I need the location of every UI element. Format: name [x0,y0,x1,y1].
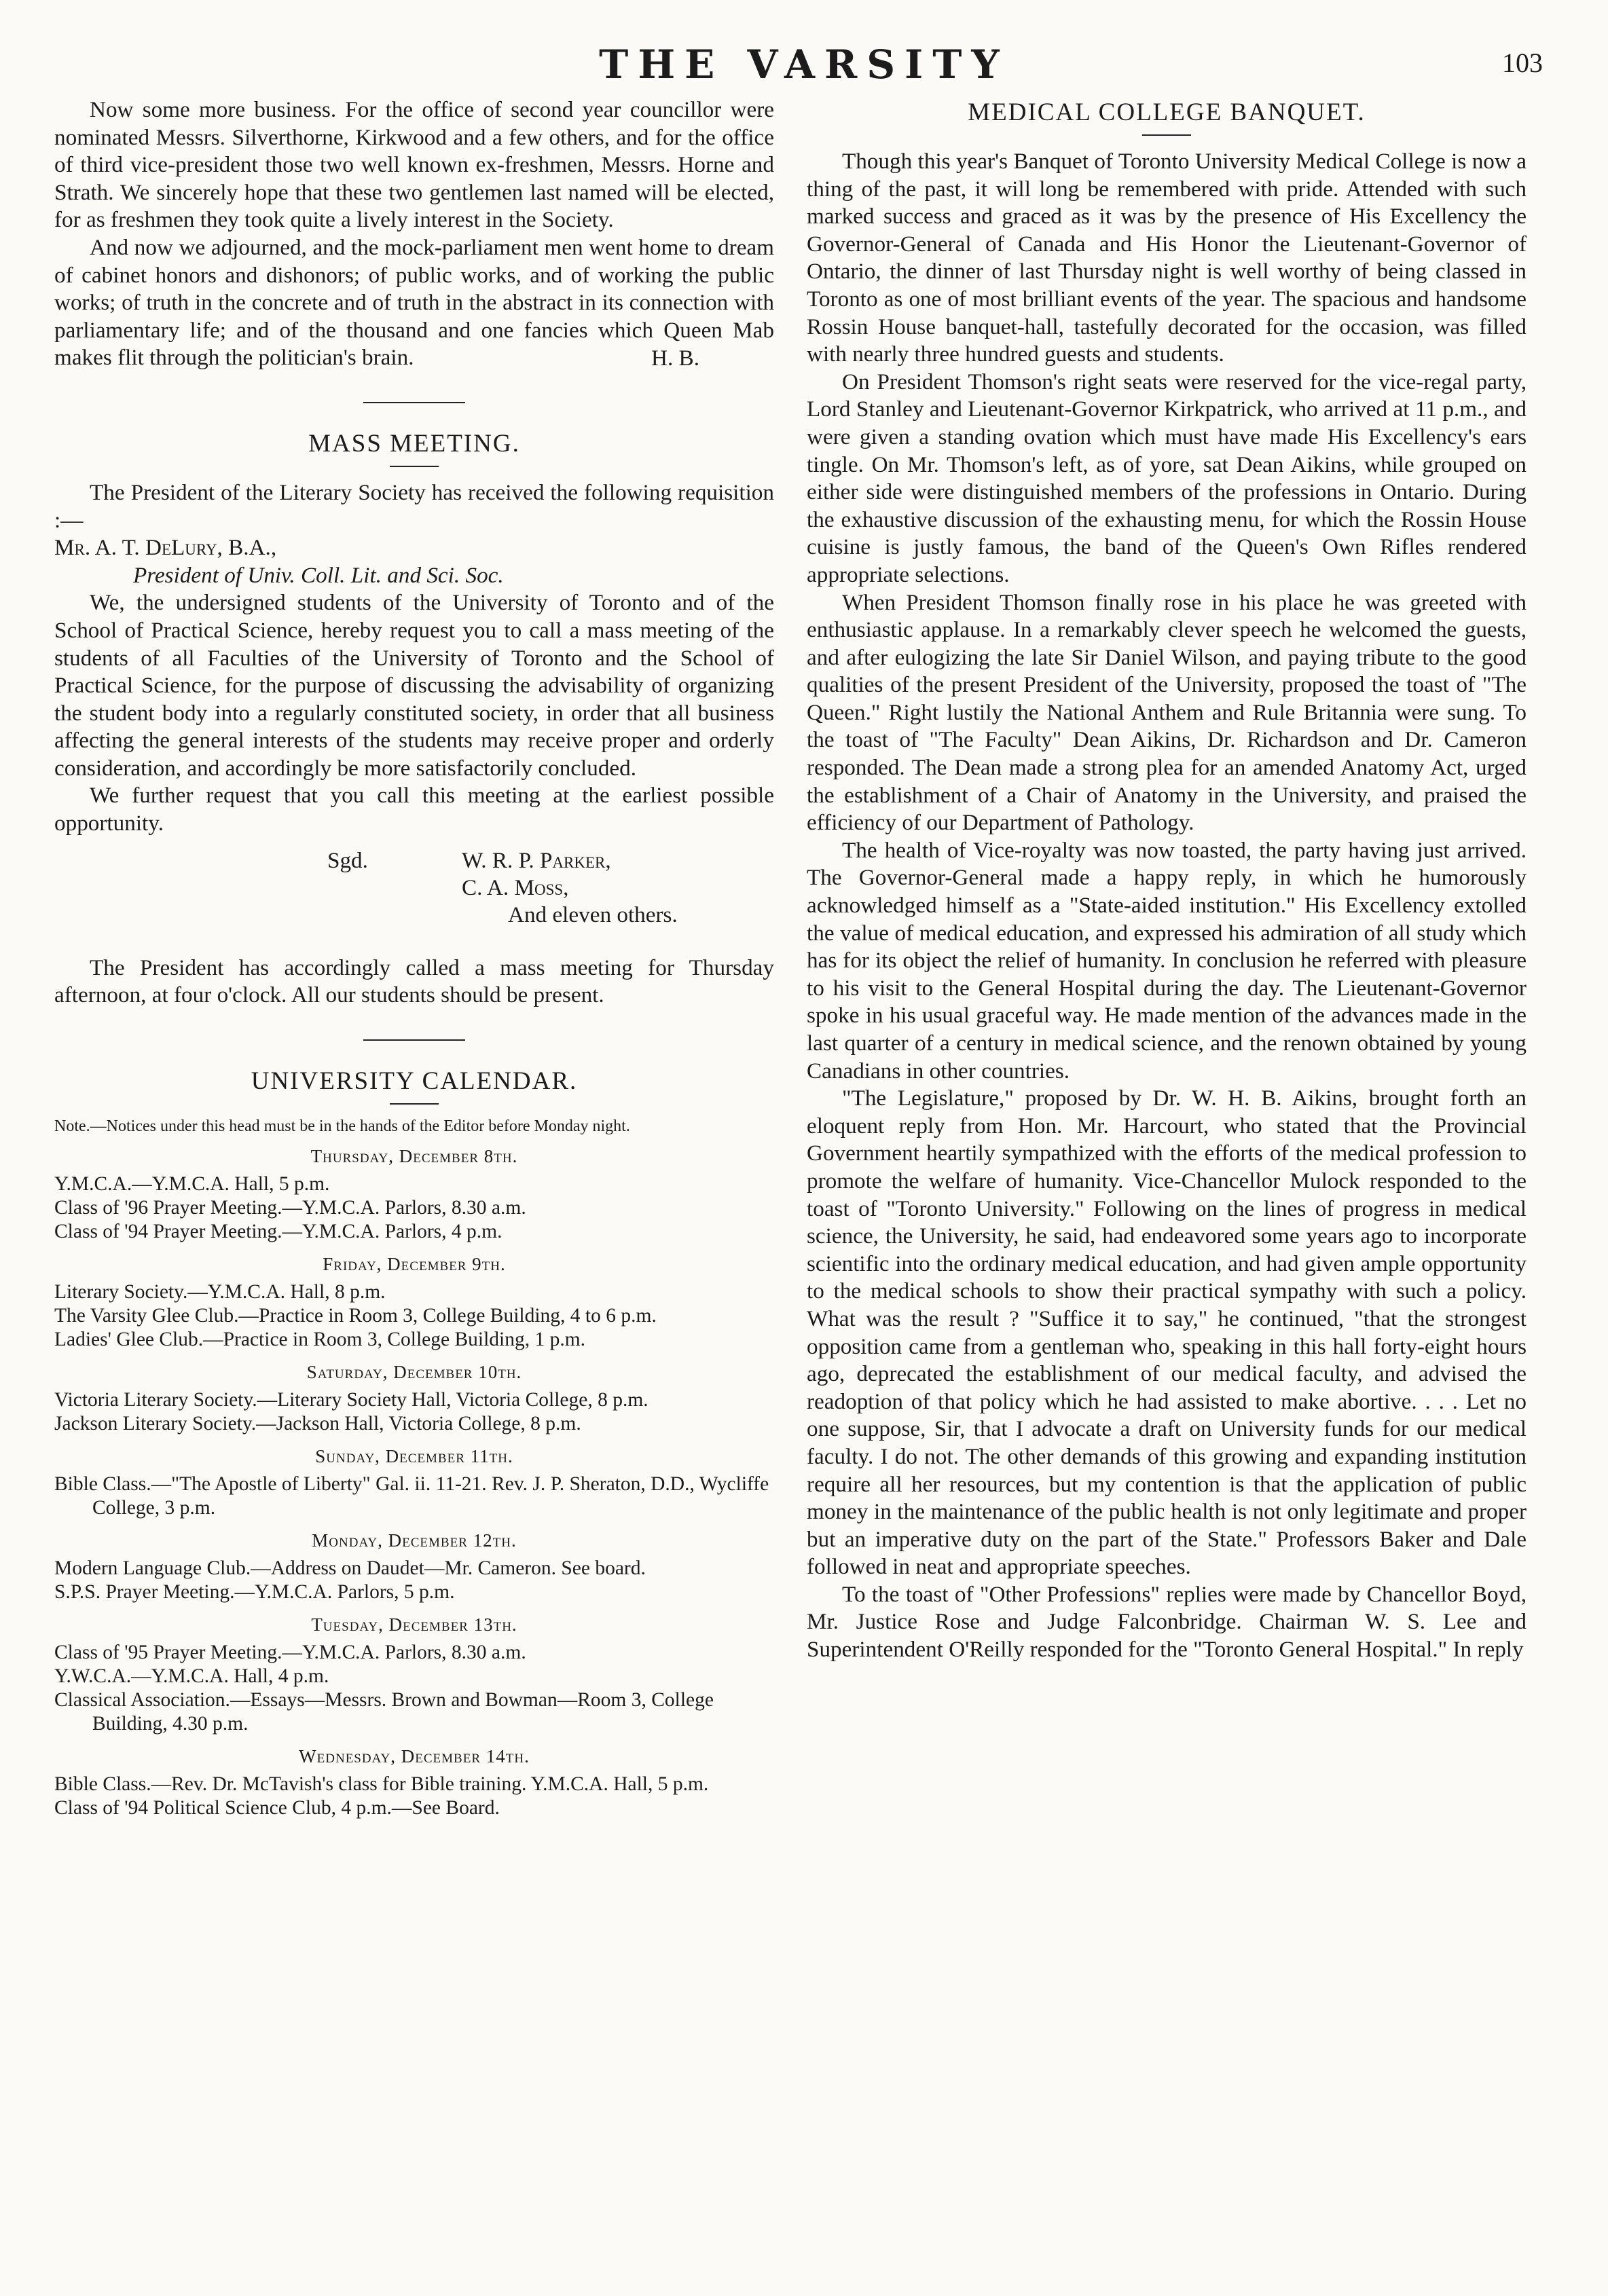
sgd-label: Sgd. [327,847,368,873]
continued-paragraph: And now we adjourned, and the mock-parliament men went home to dream of cabinet honors and dishonors; of public works, and of working the public works; of truth in the concrete and of truth in the abstract in its connection with parliamentary life; and of the thousand and one fancies which Queen Mab makes flit through the politician's brain. [54,234,774,371]
addressee [54,534,774,589]
calendar-entry: Victoria Literary Society.—Literary Society Hall, Victoria College, 8 p.m. [54,1388,648,1411]
calendar-entry: S.P.S. Prayer Meeting.—Y.M.C.A. Parlors, 5 p.m. [54,1580,455,1603]
paragraph: On President Thomson's right seats were reserved for the vice-regal party, Lord Stanley and Lieutenant-Governor Kirkpatrick, who arrived at 11 p.m., and were given a standing ovation which must have made His Excellency's ears tingle. On Mr. Thomson's left, as of yore, sat Dean Aikins, while grouped on either side were distinguished members of the professions in Ontario. During the exhaustive discussion of the exhausting menu, for which the Rossin House cuisine is justly famous, the band of the Queen's Own Rifles rendered appropriate selections. [807,369,1527,587]
signer-others: And eleven others. [508,902,678,927]
paragraph: Though this year's Banquet of Toronto University Medical College is now a thing of the past, it will long be remembered with pride. Attended with such marked success and graced as it was by the presence of His Excellency the Governor-General of Canada and His Honor the Lieutenant-Governor of Ontario, the dinner of last Thursday night is well worthy of being classed in Toronto as one of most brilliant events of the year. The spacious and handsome Rossin House banquet-hall, tastefully decorated for the occasion, was filled with nearly three hundred guests and students. [807,149,1527,367]
paragraph: We further request that you call this meeting at the earliest possible opportunity. [54,783,774,836]
section-heading-calendar: UNIVERSITY CALENDAR. [251,1067,578,1095]
calendar-day-heading: Saturday, December 10th. [306,1361,522,1382]
calendar-day-heading: Thursday, December 8th. [310,1145,518,1166]
calendar-entry: Literary Society.—Y.M.C.A. Hall, 8 p.m. [54,1280,386,1303]
calendar-day-heading: Sunday, December 11th. [315,1445,513,1466]
calendar-note: Note.—Notices under this head must be in the hands of the Editor before Monday night. [54,1117,630,1135]
paragraph: "The Legislature," proposed by Dr. W. H. B. Aikins, brought forth an eloquent reply from Hon. Mr. Harcourt, who stated that the Provincial Government heartily sympathized with the efforts of the medical profession to promote the welfare of humanity. Vice-Chancellor Mulock responded to the toast of "Toronto University." Following on the lines of progress in medical science, the University, he said, had endeavored some years ago to incorporate scientific into the ordinary medical education, and had given ample opportunity to the medical schools to show their practical sympathy with such a policy. What was the result ? "Suffice it to say," he continued, "that the strongest opposition came from a gentleman who, speaking in this hall forty-eight hours ago, deprecated the establishment of our medical faculty, and advised the readoption of that policy which he had assisted to make abortive. . . . Let no one suppose, Sir, that I advocate a draft on University funds for our medical faculty. I do not. The other demands of this growing and expanding institution require all her resources, but my contention is that the application of public money in the maintenance of the public health is not only legitimate and proper but an imperative duty on the part of the State." Professors Baker and Dale followed in neat and appropriate speeches. [807,1086,1527,1580]
calendar-entry: Y.M.C.A.—Y.M.C.A. Hall, 5 p.m. [54,1172,330,1195]
signer: W. R. P. Parker, [462,847,611,873]
calendar-day-heading: Friday, December 9th. [323,1253,506,1274]
calendar-entry: Jackson Literary Society.—Jackson Hall, Victoria College, 8 p.m. [54,1412,581,1434]
signer: C. A. Moss, [462,874,569,900]
addressee-title: President of Univ. Coll. Lit. and Sci. Soc. [133,562,504,588]
paragraph: To the toast of "Other Professions" replies were made by Chancellor Boyd, Mr. Justice Rose and Judge Falconbridge. Chairman W. S. Lee and Superintendent O'Reilly responded for the "Toronto General Hospital." In reply [807,1581,1527,1663]
calendar-entry: Bible Class.—Rev. Dr. McTavish's class for Bible training. Y.M.C.A. Hall, 5 p.m. [54,1773,709,1795]
calendar-entry: Modern Language Club.—Address on Daudet—Mr. Cameron. See board. [54,1557,646,1579]
signatories [54,847,774,931]
heading-rule [390,466,439,467]
right-column [807,96,1527,1664]
calendar-entry: Y.W.C.A.—Y.M.C.A. Hall, 4 p.m. [54,1665,329,1687]
signature-initials: H. B. [651,345,699,371]
calendar-day [54,1445,774,1520]
continued-paragraph: Now some more business. For the office of second year councillor were nominated Messrs. Silverthorne, Kirkwood and a few others, and for the office of third vice-president those two well known ex-freshmen, Messrs. Horne and Strath. We sincerely hope that these two gentlemen last named will be elected, for as freshmen they took quite a lively interest in the Society. [54,97,774,233]
calendar-entry: Class of '95 Prayer Meeting.—Y.M.C.A. Parlors, 8.30 a.m. [54,1641,526,1663]
calendar-entry: Bible Class.—"The Apostle of Liberty" Gal. ii. 11-21. Rev. J. P. Sheraton, D.D., Wycliffe College, 3 p.m. [54,1473,769,1519]
calendar-entry: Class of '96 Prayer Meeting.—Y.M.C.A. Parlors, 8.30 a.m. [54,1196,526,1219]
section-divider [363,402,465,403]
paragraph: We, the undersigned students of the University of Toronto and of the School of Practical Science, hereby request you to call a mass meeting of the students of all Faculties of the University of Toronto and the School of Practical Science, for the purpose of discussing the advisability of organizing the student body into a regularly constituted society, in order that all business affecting the general interests of the students may receive proper and orderly consideration, and accordingly be more satisfactorily concluded. [54,590,774,781]
masthead: THE VARSITY [599,41,1009,88]
calendar-entry: Classical Association.—Essays—Messrs. Brown and Bowman—Room 3, College Building, 4.30 p.m. [54,1688,714,1735]
calendar-day [54,1361,774,1436]
calendar-day-heading: Monday, December 12th. [312,1530,517,1551]
section-heading-mass-meeting: MASS MEETING. [308,429,520,458]
paragraph: The health of Vice-royalty was now toasted, the party having just arrived. The Governor-General made a happy reply, in which he humorously acknowledged himself as a "State-aided institution." His Excellency extolled the value of medical education, and expressed his admiration of all study which has for its object the relief of humanity. In conclusion he referred with pleasure to his visit to the General Hospital during the day. The Lieutenant-Governor spoke in his usual graceful way. He made mention of the advances made in the last quarter of a century in medical science, and the renown obtained by young Canadians in other countries. [807,837,1527,1084]
calendar-entry: Class of '94 Political Science Club, 4 p.m.—See Board. [54,1796,500,1819]
calendar-day [54,1145,774,1244]
calendar-day-heading: Wednesday, December 14th. [299,1745,530,1766]
calendar-entry: The Varsity Glee Club.—Practice in Room 3, College Building, 4 to 6 p.m. [54,1304,657,1327]
calendar-day-heading: Tuesday, December 13th. [311,1614,517,1635]
section-divider [363,1039,465,1041]
paragraph: The President of the Literary Society has received the following requisition :— [54,479,774,533]
page-number: 103 [1502,48,1543,78]
calendar-entry: Class of '94 Prayer Meeting.—Y.M.C.A. Parlors, 4 p.m. [54,1220,502,1242]
calendar-day [54,1745,774,1820]
calendar-day [54,1253,774,1352]
paragraph: The President has accordingly called a mass meeting for Thursday afternoon, at four o'clock. All our students should be present. [54,955,774,1008]
addressee-name: Mr. A. T. DeLury, B.A., [54,535,277,561]
calendar-day [54,1614,774,1736]
heading-rule [390,1103,439,1105]
left-column [54,96,774,1820]
heading-rule [1142,134,1191,136]
calendar-day [54,1530,774,1604]
paragraph: When President Thomson finally rose in his place he was greeted with enthusiastic applause. In a remarkably clever speech he welcomed the guests, and after eulogizing the late Sir Daniel Wilson, and paying tribute to the good qualities of the present President of the University, proposed the toast of "The Queen." Right lustily the National Anthem and Rule Britannia were sung. To the toast of "The Faculty" Dean Aikins, Dr. Richardson and Dr. Cameron responded. The Dean made a strong plea for an amended Anatomy Act, urged the establishment of a Chair of Anatomy in the University, and praised the efficiency of our Department of Pathology. [807,589,1527,836]
section-heading-banquet: MEDICAL COLLEGE BANQUET. [968,98,1366,126]
calendar-entry: Ladies' Glee Club.—Practice in Room 3, College Building, 1 p.m. [54,1328,586,1350]
